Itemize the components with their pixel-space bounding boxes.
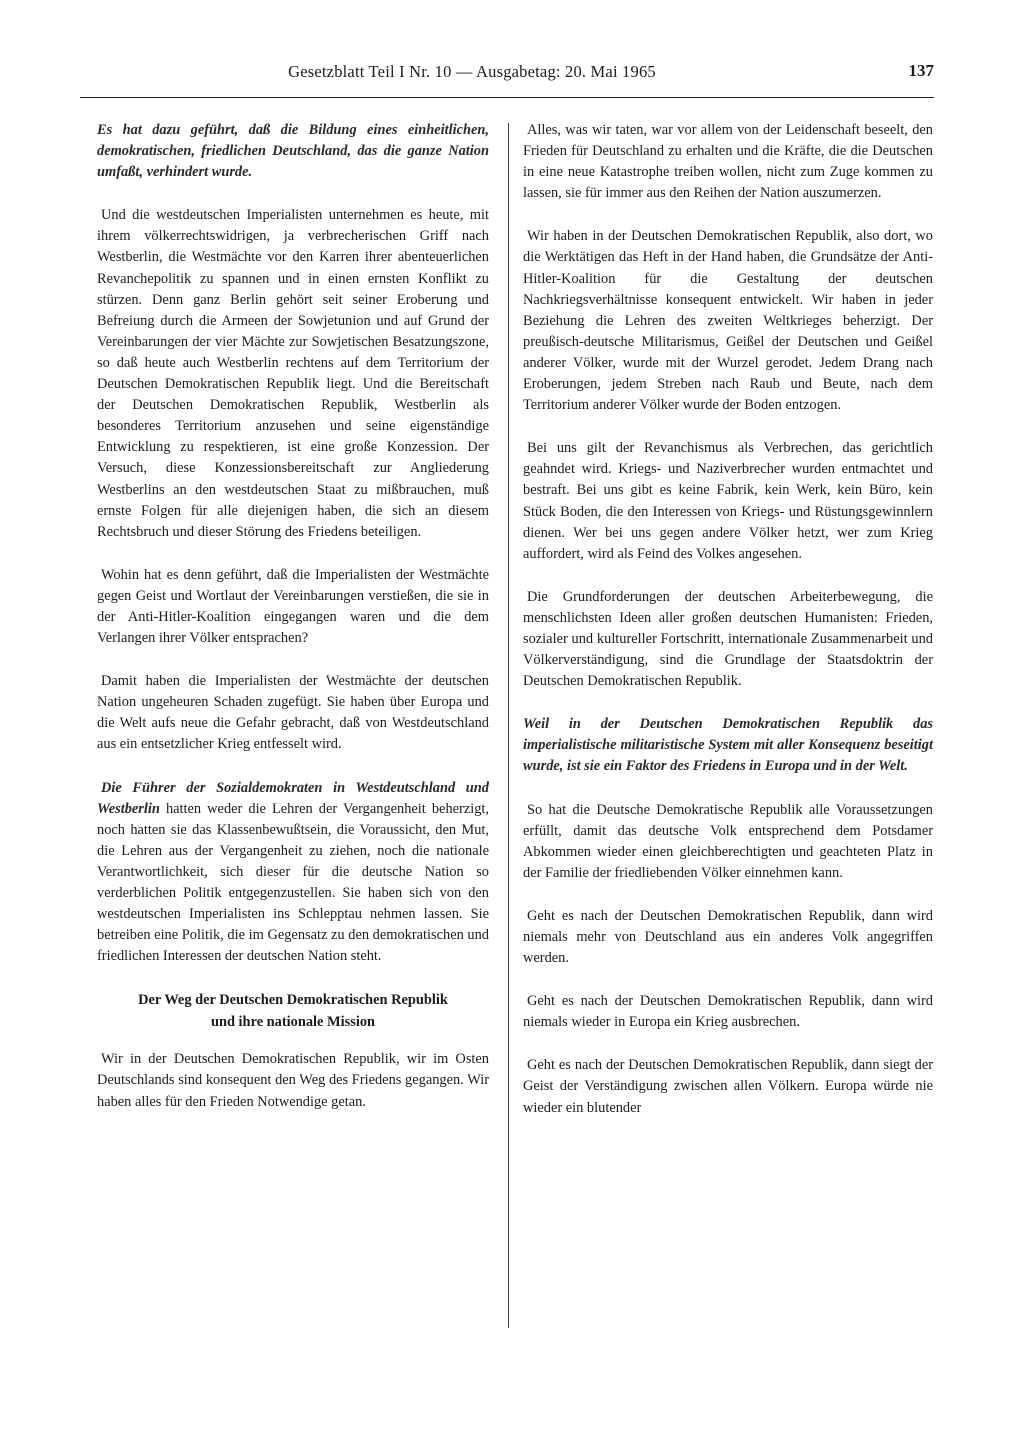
page-number: 137 — [908, 61, 934, 80]
paragraph: Geht es nach der Deutschen Demokratischen Republik, dann wird niemals mehr von Deutschland aus ein anderes Volk angegriffen werden. — [523, 907, 933, 967]
section-heading-line: und ihre nationale Mission — [210, 1014, 376, 1031]
right-column — [523, 120, 933, 1141]
header-title: Gesetzblatt Teil I Nr. 10 — Ausgabetag: 20. Mai 1965 — [288, 62, 656, 81]
paragraph: Geht es nach der Deutschen Demokratischen Republik, dann wird niemals wieder in Europa ein Krieg ausbrechen. — [523, 993, 933, 1031]
paragraph: Alles, was wir taten, war vor allem von der Leidenschaft beseelt, den Frieden für Deutschland zu erhalten und die Kräfte, die die Deutschen in eine neue Katastrophe treiben wollen, nicht zum Zuge kommen zu lassen, sie für immer aus den Reihen der Nation auszumerzen. — [523, 122, 933, 202]
paragraph: Wir haben in der Deutschen Demokratischen Republik, also dort, wo die Werktätigen das Heft in der Hand haben, die Grundsätze der Anti-Hitler-Koalition für die Gestaltung der deutschen Nachkriegsverhältnisse konsequent entwickelt. Wir haben in jeder Beziehung die Lehren des zweiten Weltkrieges beherzigt. Der preußisch-deutsche Militarismus, Geißel der Deutschen und Geißel anderer Völker, wurde mit der Wurzel gerodet. Jedem Drang nach Eroberungen, jedem Streben nach Raub und Beute, nach dem Territorium anderer Völker wurde der Boden entzogen. — [523, 228, 933, 414]
left-column — [97, 120, 489, 1135]
section-heading — [97, 989, 489, 1033]
paragraph-rest: hatten weder die Lehren der Vergangenheit beherzigt, noch hatten sie das Klassenbewußtsein, die Voraussicht, den Mut, die Lehren aus der Vergangenheit zu ziehen, noch die nationale Verantwortlichkeit, sich dieser für die deutsche Nation so verderblichen Politik entgegenzustellen. Sie haben sich von den westdeutschen Imperialisten ins Schlepptau nehmen lassen. Sie betreiben eine Politik, die im Gegensatz zu den demokratischen und friedlichen Interessen der deutschen Nation steht. — [97, 800, 489, 965]
paragraph: Weil in der Deutschen Demokratischen Republik das imperialistische militaristische System mit aller Konsequenz beseitigt wurde, ist sie ein Faktor des Friedens in Europa und in der Welt. — [523, 716, 933, 775]
paragraph: Wohin hat es denn geführt, daß die Imperialisten der Westmächte gegen Geist und Wortlaut der Vereinbarungen verstießen, die sie in der Anti-Hitler-Koalition eingegangen waren und die dem Verlangen ihrer Völker entsprachen? — [97, 566, 489, 647]
paragraph: Die Grundforderungen der deutschen Arbeiterbewegung, die menschlichsten Ideen aller großen deutschen Humanisten: Frieden, sozialer und kultureller Fortschritt, internationale Zusammenarbeit und Völkerverständigung, sind die Grundlage der Staatsdoktrin der Deutschen Demokratischen Republik. — [523, 588, 933, 690]
header-rule — [80, 97, 934, 98]
paragraph — [97, 778, 489, 968]
paragraph: Damit haben die Imperialisten der Westmächte der deutschen Nation ungeheuren Schaden zugefügt. Sie haben über Europa und die Welt aufs neue die Gefahr gebracht, daß von Westdeutschland aus ein entsetzlicher Krieg entfesselt wird. — [97, 673, 489, 753]
paragraph: So hat die Deutsche Demokratische Republik alle Voraussetzungen erfüllt, damit das deutsche Volk entsprechend dem Potsdamer Abkommen wieder einen gleichberechtigten und geachteten Platz in der Familie der friedliebenden Völker einnehmen kann. — [523, 801, 933, 881]
paragraph: Bei uns gilt der Revanchismus als Verbrechen, das gerichtlich geahndet wird. Kriegs- und Naziverbrecher wurden entmachtet und bestraft. Bei uns gibt es keine Fabrik, kein Werk, kein Büro, kein Stück Boden, die den Interessen von Kriegs- und Rüstungsgewinnlern dienen. Wer bei uns gegen andere Völker hetzt, wer zum Krieg auffordert, wird als Feind des Volkes angesehen. — [523, 440, 933, 562]
section-heading-line: Der Weg der Deutschen Demokratischen Republik — [138, 992, 448, 1009]
paragraph: Wir in der Deutschen Demokratischen Republik, wir im Osten Deutschlands sind konsequent den Weg des Friedens gegangen. Wir haben alles für den Frieden Notwendige getan. — [97, 1051, 489, 1110]
paragraph: Und die westdeutschen Imperialisten unternehmen es heute, mit ihrem völkerrechtswidrigen, ja verbrecherischen Griff nach Westberlin, die Westmächte vor den Karren ihrer abenteuerlichen Revanchepolitik zu spannen und in einen ernsten Konflikt zu stürzen. Denn ganz Berlin gehört seit seiner Eroberung und Befreiung durch die Armeen der Sowjetunion und auf Grund der Vereinbarungen der vier Mächte zur Sowjetischen Besatzungszone, so daß heute auch Westberlin rechtens auf dem Territorium der Deutschen Demokratischen Republik liegt. Und die Bereitschaft der Deutschen Demokratischen Republik, Westberlin als besonderes Territorium anzusehen und seine eigenständige Entwicklung zu respektieren, ist eine große Konzession. Der Versuch, diese Konzessionsbereitschaft zur Angliederung Westberlins an den westdeutschen Staat zu mißbrauchen, muß ernste Folgen für alle diejenigen haben, die sich an diesem Rechtsbruch und dieser Störung des Friedens beteiligen. — [97, 207, 489, 540]
column-divider — [508, 123, 509, 1328]
page-header — [80, 58, 934, 98]
paragraph: Geht es nach der Deutschen Demokratischen Republik, dann siegt der Geist der Verständigung zwischen allen Völkern. Europa würde nie wieder ein blutender — [523, 1057, 933, 1116]
paragraph: Es hat dazu geführt, daß die Bildung eines einheitlichen, demokratischen, friedlichen Deutschland, das die ganze Nation umfaßt, verhindert wurde. — [97, 122, 489, 181]
paragraph-lead: Die Führer der Sozialdemokraten in Westdeutschland und Westberlin — [97, 779, 489, 817]
